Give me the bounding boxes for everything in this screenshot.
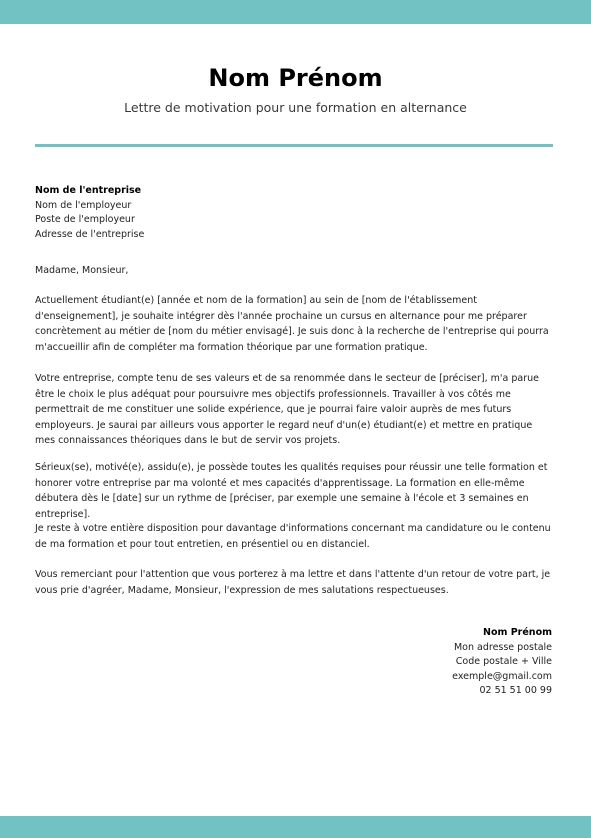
paragraph-text: Votre entreprise, compte tenu de ses valeurs et de sa renommée dans le secteur de [préciser], m'a parue être le choix le plus adéquat pour poursuivre mes objectifs professionnels. Travailler à vos côtés me permettrait de me constituer une solide expérience, que je pourrai faire valoir auprès de mes futurs employeurs. Je saurai par ailleurs vous apporter le regard neuf d'un(e) étudiant(e) et mettre en pratique mes connaissances théoriques dans le but de servir vos projets. <box>35 373 539 446</box>
recipient-employer-position: Poste de l'employeur <box>35 214 135 225</box>
top-accent-band <box>0 0 591 24</box>
paragraph-closing <box>35 567 553 598</box>
salutation <box>35 263 553 279</box>
signature-block <box>452 626 552 699</box>
recipient-employer-name: Nom de l'employeur <box>35 199 132 211</box>
paragraph-text: Sérieux(se), motivé(e), assidu(e), je possède toutes les qualités requises pour réussir une telle formation et honorer votre entreprise par ma volonté et mes capacités d'apprentissage. La formation en elle-même débutera dès le [date] sur un rythme de [préciser, par exemple une semaine à l'école et 3 semaines en entreprise]. <box>35 462 548 520</box>
paragraph-qualities <box>35 460 553 522</box>
recipient-block <box>35 184 144 242</box>
paragraph-company <box>35 371 553 449</box>
recipient-company: Nom de l'entreprise <box>35 185 142 196</box>
salutation-text: Madame, Monsieur, <box>35 265 129 276</box>
paragraph-text: Vous remerciant pour l'attention que vous porterez à ma lettre et dans l'attente d'un retour de votre part, je vous prie d'agréer, Madame, Monsieur, l'expression de mes salutations respectueuses. <box>35 569 551 596</box>
signature-name: Nom Prénom <box>483 627 552 638</box>
signature-phone: 02 51 51 00 99 <box>479 685 552 696</box>
recipient-address: Adresse de l'entreprise <box>35 228 145 240</box>
paragraph-text: Je reste à votre entière disposition pour davantage d'informations concernant ma candidature ou le contenu de ma formation et pour tout entretien, en présentiel ou en distanciel. <box>35 523 551 550</box>
page-subtitle: Lettre de motivation pour une formation en alternance <box>124 100 467 115</box>
signature-address: Mon adresse postale <box>453 641 552 653</box>
paragraph-intro <box>35 293 553 355</box>
signature-city: Code postale + Ville <box>455 656 552 667</box>
signature-email: exemple@gmail.com <box>452 670 552 682</box>
paragraph-text: Actuellement étudiant(e) [année et nom de la formation] au sein de [nom de l'établissement d'enseignement], je souhaite intégrer dès l'année prochaine un cursus en alternance pour me préparer concrètement au métier de [nom du métier envisagé]. Je suis donc à la recherche de l'entreprise qui pourra m'accueillir afin de compléter ma formation théorique par une formation pratique. <box>35 295 549 353</box>
paragraph-availability <box>35 521 553 552</box>
page-title: Nom Prénom <box>208 64 383 92</box>
bottom-accent-band <box>0 816 591 838</box>
header-divider <box>35 144 553 147</box>
